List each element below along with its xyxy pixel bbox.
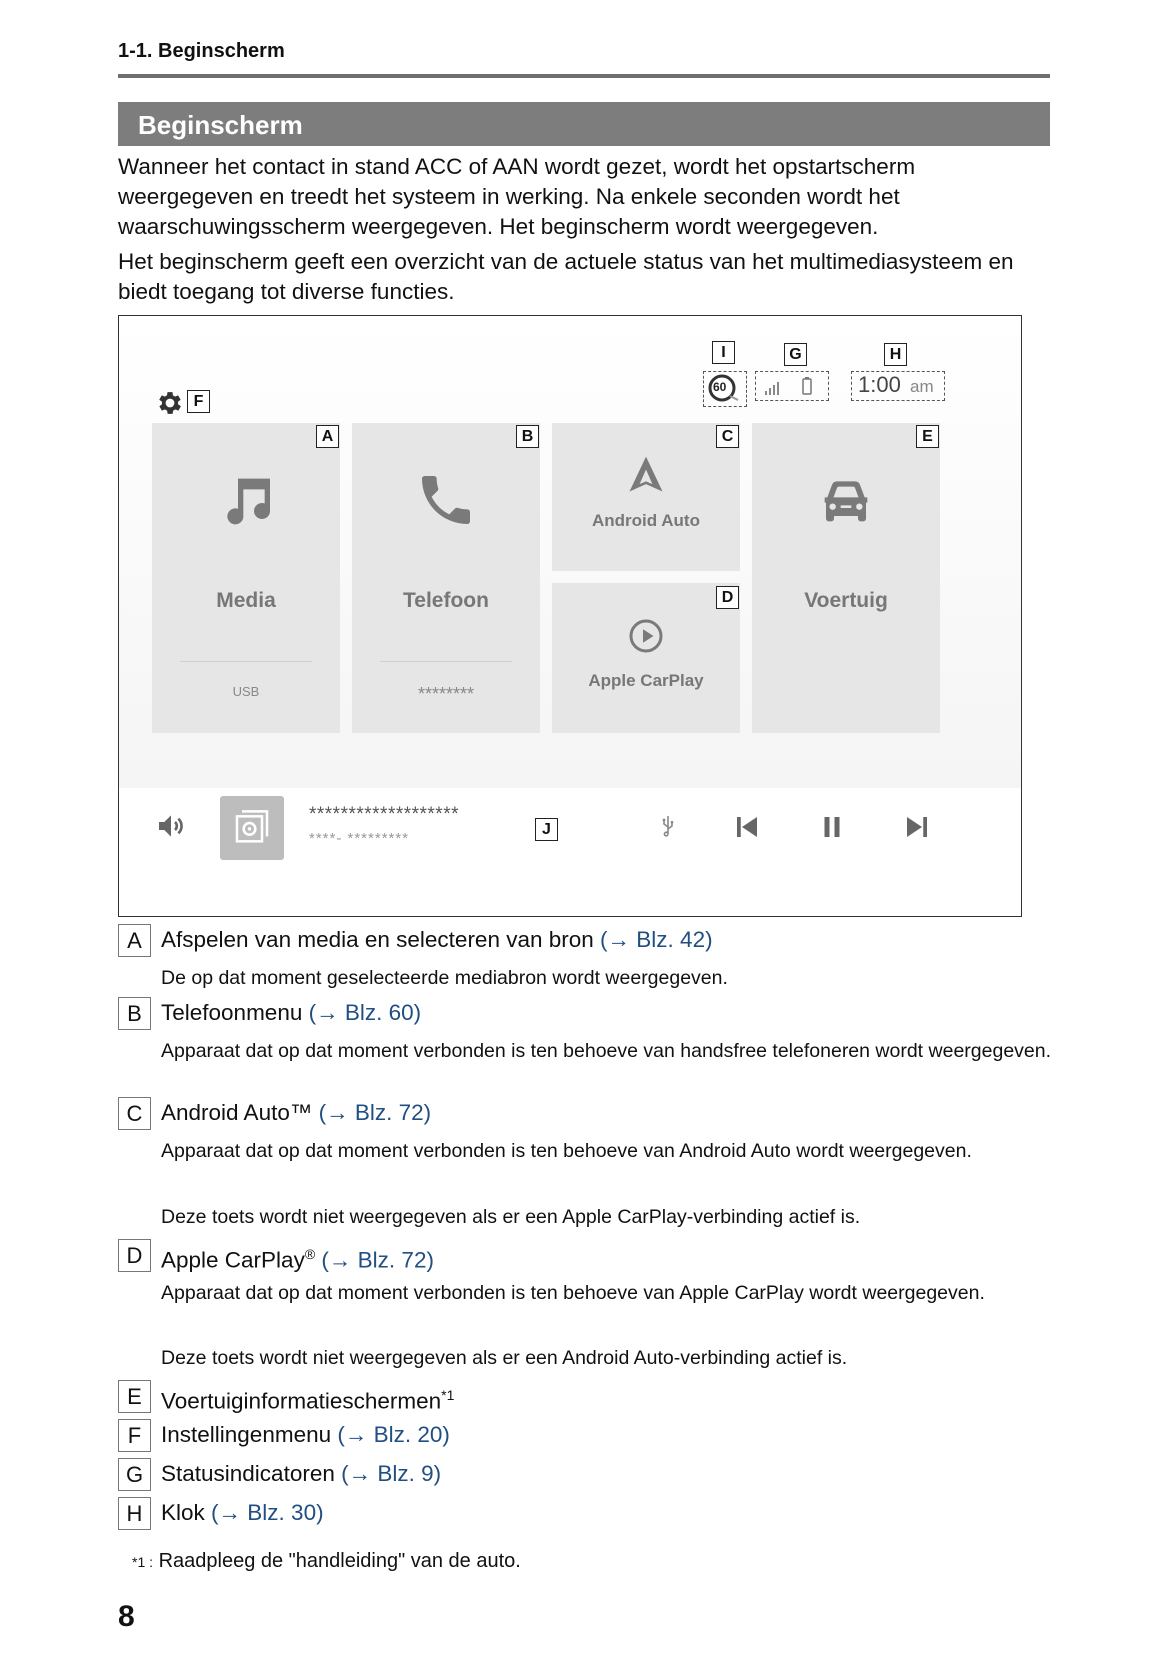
callout-j: J: [535, 818, 558, 841]
speed-sign-value: 60: [713, 380, 727, 394]
legend-item-b-text: Telefoonmenu: [161, 1000, 303, 1025]
legend-item-g-text: Statusindicatoren: [161, 1461, 335, 1486]
android-auto-icon: [624, 453, 668, 497]
apple-carplay-tile[interactable]: [552, 583, 740, 733]
phone-tile[interactable]: [352, 423, 540, 733]
legend-item-a: [161, 924, 713, 955]
legend-c-desc-1: Apparaat dat op dat moment verbonden is ten behoeve van Android Auto wordt weergegeven.: [161, 1140, 972, 1162]
speed-limit-indicator: [703, 371, 747, 407]
next-track-icon[interactable]: [902, 812, 932, 842]
clock-time: 1:00: [858, 372, 901, 397]
track-title: *******************: [309, 804, 459, 825]
legend-d-desc-2: Deze toets wordt niet weergegeven als er een Android Auto-verbinding actief is.: [161, 1347, 848, 1369]
legend-item-f: [161, 1419, 450, 1450]
legend-a-desc-1: De op dat moment geselecteerde mediabron wordt weergegeven.: [161, 967, 728, 989]
legend-item-e-text: Voertuiginformatieschermen: [161, 1388, 442, 1414]
legend-item-e: [161, 1380, 454, 1417]
intro-paragraph-1: Wanneer het contact in stand ACC of AAN wordt gezet, wordt het opstartscherm weergegeven en treedt het systeem in werking. Na enkele seconden wordt het waarschuwingsscherm weergegeven. Het beginscherm wordt weergegeven.: [118, 154, 916, 239]
legend-item-c-ref[interactable]: (→ Blz. 72): [318, 1100, 432, 1125]
media-label: Media: [216, 589, 276, 612]
legend-item-g: [161, 1458, 441, 1489]
legend-item-b: [161, 997, 421, 1028]
callout-c: C: [716, 425, 739, 448]
footnote-mark: *1 :: [132, 1554, 154, 1570]
legend-b-desc-1: Apparaat dat op dat moment verbonden is ten behoeve van handsfree telefoneren wordt weergegeven.: [161, 1040, 1052, 1062]
gear-icon[interactable]: [155, 388, 185, 418]
footnote: [132, 1550, 521, 1573]
pause-icon[interactable]: [817, 812, 847, 842]
legend-letter-d: D: [118, 1239, 151, 1272]
intro-paragraph-2: Het beginscherm geeft een overzicht van de actuele status van het multimediasysteem en biedt toegang tot diverse functies.: [118, 249, 1014, 304]
legend-letter-h: H: [118, 1497, 151, 1530]
android-auto-tile[interactable]: [552, 423, 740, 571]
section-title: 1-1. Beginscherm: [118, 40, 285, 62]
legend-item-d-sup: ®: [304, 1246, 316, 1262]
page-title: Beginscherm: [138, 110, 303, 140]
legend-item-f-ref[interactable]: (→ Blz. 20): [337, 1422, 450, 1447]
signal-icon: [764, 378, 784, 396]
callout-d: D: [716, 586, 739, 609]
legend-item-h-text: Klok: [161, 1500, 205, 1525]
clock: [851, 371, 945, 401]
media-divider: [180, 661, 312, 662]
album-placeholder-icon: [232, 808, 272, 848]
car-icon: [810, 468, 882, 532]
legend-letter-b: B: [118, 997, 151, 1030]
home-screen-figure: [118, 315, 1022, 917]
legend-item-f-text: Instellingenmenu: [161, 1422, 332, 1447]
media-source: USB: [232, 684, 260, 699]
legend-letter-a: A: [118, 924, 151, 957]
phone-divider: [380, 661, 512, 662]
legend-item-g-ref[interactable]: (→ Blz. 9): [341, 1461, 442, 1486]
title-banner: [118, 102, 1050, 146]
carplay-icon: [628, 618, 664, 654]
legend-d-desc-1: Apparaat dat op dat moment verbonden is ten behoeve van Apple CarPlay wordt weergegeven.: [161, 1282, 985, 1304]
footnote-text: Raadpleeg de "handleiding" van de auto.: [158, 1550, 521, 1572]
phone-device: ********: [417, 684, 475, 704]
callout-e: E: [916, 425, 939, 448]
phone-label: Telefoon: [403, 589, 489, 612]
vehicle-tile[interactable]: [752, 423, 940, 733]
legend-letter-c: C: [118, 1097, 151, 1130]
volume-icon[interactable]: [155, 810, 187, 842]
callout-i: I: [712, 341, 735, 364]
status-indicators: [755, 371, 829, 401]
legend-letter-g: G: [118, 1458, 151, 1491]
media-player-bar: [119, 788, 1021, 916]
legend-item-a-ref[interactable]: (→ Blz. 42): [600, 927, 713, 952]
previous-track-icon[interactable]: [732, 812, 762, 842]
legend-item-d-text: Apple CarPlay: [161, 1247, 305, 1273]
vehicle-label: Voertuig: [804, 589, 888, 612]
phone-icon: [414, 468, 478, 532]
header-rule: [118, 74, 1050, 78]
track-artist: ****- *********: [309, 830, 410, 847]
legend-letter-e: E: [118, 1380, 151, 1413]
callout-f: F: [187, 390, 210, 413]
page-number: 8: [118, 1600, 135, 1633]
legend-item-h-ref[interactable]: (→ Blz. 30): [211, 1500, 324, 1525]
callout-g: G: [784, 343, 807, 366]
android-auto-label: Android Auto: [592, 511, 700, 530]
callout-b: B: [516, 425, 539, 448]
legend-letter-f: F: [118, 1419, 151, 1452]
callout-h: H: [884, 343, 907, 366]
clock-ampm: am: [910, 377, 934, 396]
legend-item-b-ref[interactable]: (→ Blz. 60): [308, 1000, 422, 1025]
legend-item-d: [161, 1239, 434, 1276]
album-art[interactable]: [220, 796, 284, 860]
legend-item-a-text: Afspelen van media en selecteren van bron: [161, 927, 594, 952]
legend-item-d-ref[interactable]: (→ Blz. 72): [321, 1247, 434, 1273]
legend-item-c: [161, 1097, 431, 1128]
music-note-icon: [214, 468, 278, 532]
legend-item-e-sup: *1: [441, 1387, 455, 1403]
callout-a: A: [316, 425, 339, 448]
legend-item-c-text: Android Auto™: [161, 1100, 313, 1125]
usb-icon: [656, 810, 680, 842]
media-tile[interactable]: [152, 423, 340, 733]
legend-item-h: [161, 1497, 324, 1528]
apple-carplay-label: Apple CarPlay: [588, 671, 704, 690]
legend-c-desc-2: Deze toets wordt niet weergegeven als er een Apple CarPlay-verbinding actief is.: [161, 1206, 861, 1228]
battery-icon: [800, 376, 814, 396]
